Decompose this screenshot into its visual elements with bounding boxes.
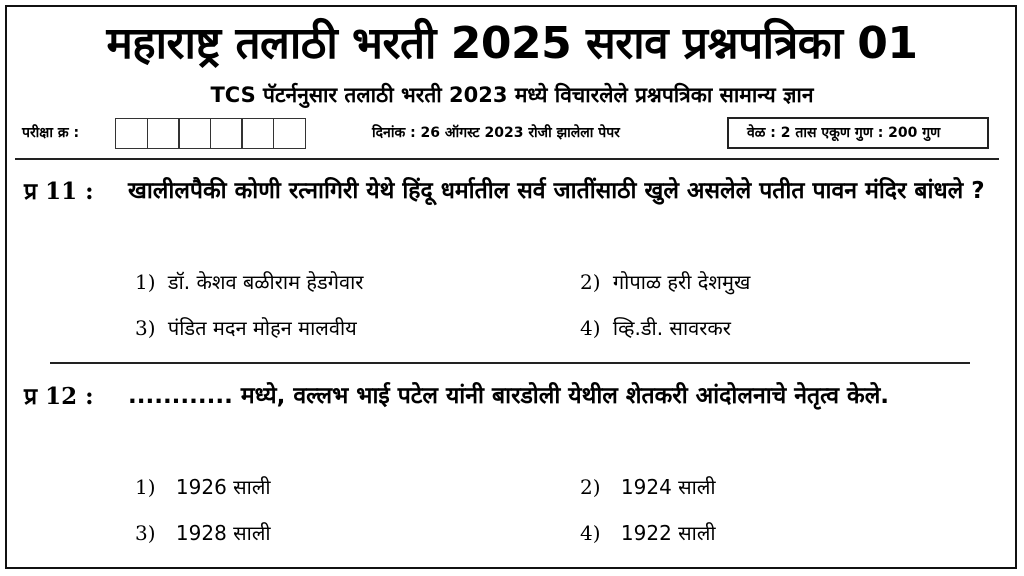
option-3[interactable]: [135, 313, 357, 343]
option-number: 3): [135, 316, 156, 340]
roll-number-boxes[interactable]: [115, 118, 304, 149]
roll-digit-box[interactable]: [147, 118, 180, 149]
option-text: 1928 साली: [175, 521, 271, 545]
option-2[interactable]: [580, 267, 750, 297]
option-number: 3): [135, 521, 156, 545]
time-marks-box: वेळ : 2 तास एकूण गुण : 200 गुण: [727, 117, 989, 149]
header-divider: [15, 158, 999, 160]
roll-digit-box[interactable]: [273, 118, 306, 149]
option-number: 1): [135, 270, 156, 294]
roll-digit-box[interactable]: [178, 118, 211, 149]
roll-digit-box[interactable]: [115, 118, 148, 149]
question-divider: [50, 362, 970, 364]
option-number: 1): [135, 475, 156, 499]
option-text: पंडित मदन मोहन मालवीय: [167, 316, 357, 340]
page-title: महाराष्ट्र तलाठी भरती 2025 सराव प्रश्नपत्रिका 01: [106, 18, 918, 69]
option-text: 1926 साली: [175, 475, 271, 499]
option-1[interactable]: [135, 472, 271, 502]
option-text: गोपाळ हरी देशमुख: [612, 270, 751, 294]
option-2[interactable]: [580, 472, 716, 502]
option-number: 4): [580, 316, 601, 340]
option-text: 1922 साली: [620, 521, 716, 545]
option-number: 2): [580, 475, 601, 499]
option-1[interactable]: [135, 267, 363, 297]
roll-digit-box[interactable]: [241, 118, 274, 149]
option-4[interactable]: [580, 313, 731, 343]
option-3[interactable]: [135, 518, 271, 548]
page-subtitle: TCS पॅटर्ननुसार तलाठी भरती 2023 मध्ये विचारलेले प्रश्नपत्रिका सामान्य ज्ञान: [210, 83, 814, 107]
question-text: खालीलपैकी कोणी रत्नागिरी येथे हिंदू धर्मातील सर्व जातींसाठी खुले असलेले पतीत पावन मंदिर बांधले ?: [128, 178, 985, 204]
option-number: 4): [580, 521, 601, 545]
roll-digit-box[interactable]: [210, 118, 243, 149]
option-text: डॉ. केशव बळीराम हेडगेवार: [167, 270, 364, 294]
exam-date: दिनांक : 26 ऑगस्ट 2023 रोजी झालेला पेपर: [372, 125, 620, 141]
roll-number-label: परीक्षा क्र :: [22, 125, 80, 141]
question-number: प्र 11 :: [24, 178, 94, 205]
option-number: 2): [580, 270, 601, 294]
option-text: 1924 साली: [620, 475, 716, 499]
question-text: ............ मध्ये, वल्लभ भाई पटेल यांनी बारडोली येथील शेतकरी आंदोलनाचे नेतृत्व केले.: [128, 383, 890, 409]
option-4[interactable]: [580, 518, 716, 548]
question-number: प्र 12 :: [24, 383, 94, 410]
option-text: व्हि.डी. सावरकर: [612, 316, 731, 340]
